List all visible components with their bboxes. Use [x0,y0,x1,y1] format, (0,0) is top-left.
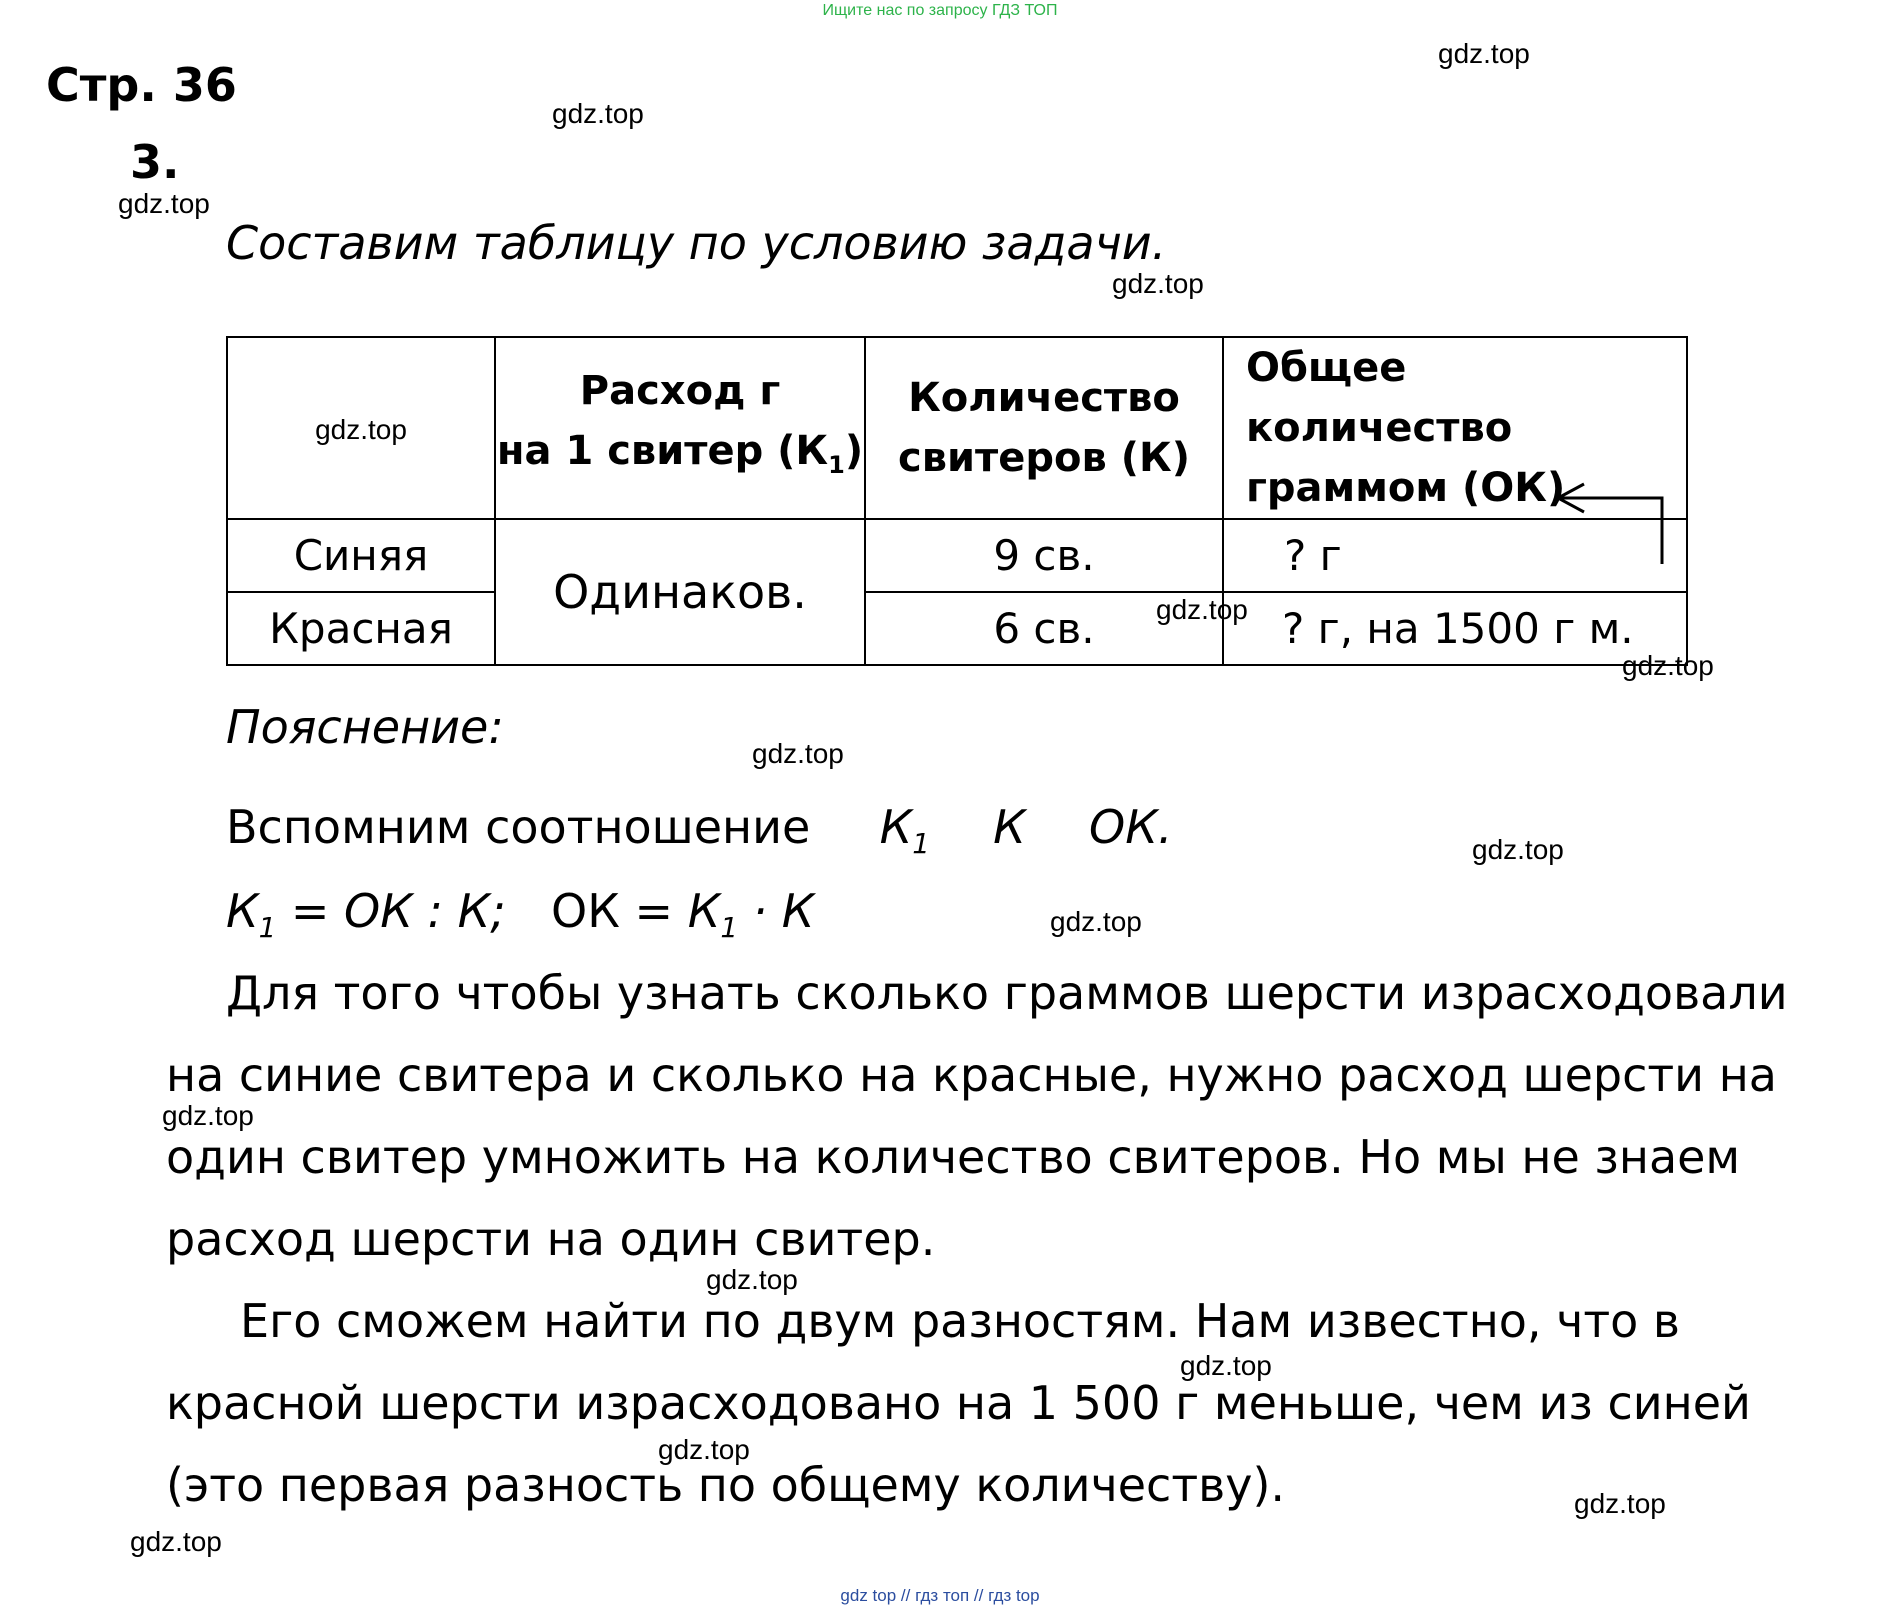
formula-part3: · К [737,884,815,938]
header-rate-line2: на 1 свитер $(К_1)$ [496,428,864,479]
watermark: gdz.top [1472,834,1564,865]
formula-k1: $К_1$ [226,884,277,945]
formula-line [226,884,814,944]
count-cell: 6 св. [865,592,1223,665]
count-cell: 9 св. [865,519,1223,592]
paragraph2-line3: (это первая разность по общему количеству). [166,1458,1286,1512]
formula-k1b: $К_1$ [687,884,738,945]
table-row [227,519,1687,592]
paragraph2-line1: Его сможем найти по двум разностям. Нам известно, что в [240,1294,1681,1348]
table-header-row [227,337,1687,519]
task-number: 3. [130,135,180,189]
watermark: gdz.top [162,1100,254,1131]
header-rate [495,337,865,519]
watermark: gdz.top [1112,268,1204,299]
relation-ok: ОК. [1088,800,1173,854]
table-row [227,592,1687,665]
table-corner-cell [227,337,495,519]
relation-line [226,800,1172,860]
watermark: gdz.top [1050,906,1142,937]
watermark: gdz.top [1156,594,1248,625]
watermark: gdz.top [130,1526,222,1557]
page-label: Стр. 36 [46,58,237,112]
total-cell: ? г, на 1500 г м. [1223,592,1687,665]
relation-k: К [993,800,1026,854]
difference-arrow [1540,480,1680,570]
formula-part1: = ОК : К; [276,884,506,938]
paragraph1-line1: Для того чтобы узнать сколько граммов шерсти израсходовали [226,966,1788,1020]
header-rate-line1: Расход г [579,368,781,414]
watermark: gdz.top [1622,650,1714,681]
relation-k1: $К_1$ [879,800,930,861]
search-hint: Ищите нас по запросу ГДЗ ТОП [822,2,1058,19]
task-table [226,336,1688,666]
header-count [865,337,1223,519]
watermark: gdz.top [1574,1488,1666,1519]
corner-watermark: gdz.top [315,414,407,445]
header-total-line2: граммом (ОК) [1246,465,1566,511]
relation-text: Вспомним соотношение [226,800,811,854]
rate-cell: Одинаков. [495,519,865,665]
watermark: gdz.top [552,98,644,129]
watermark: gdz.top [752,738,844,769]
paragraph1-line2: на синие свитера и сколько на красные, нужно расход шерсти на [166,1048,1777,1102]
watermark: gdz.top [118,188,210,219]
header-count-line1: Количество [908,375,1180,421]
footer-links: gdz top // гдз топ // гдз top [840,1586,1040,1605]
intro-text: Составим таблицу по условию задачи. [226,216,1167,270]
paragraph1-line3: один свитер умножить на количество свитеров. Но мы не знаем [166,1130,1741,1184]
watermark: gdz.top [658,1434,750,1465]
watermark: gdz.top [1438,38,1530,69]
paragraph2-line2: красной шерсти израсходовано на 1 500 г меньше, чем из синей [166,1376,1751,1430]
row-label: Красная [227,592,495,665]
paragraph1-line4: расход шерсти на один свитер. [166,1212,936,1266]
explanation-title: Пояснение: [226,700,504,754]
header-count-line2: свитеров (К) [898,435,1190,481]
total-cell: ? г [1223,519,1687,592]
row-label: Синяя [227,519,495,592]
header-total-line1: Общее количество [1246,345,1513,451]
watermark: gdz.top [1180,1350,1272,1381]
watermark: gdz.top [706,1264,798,1295]
formula-part2: ОК = [551,884,688,938]
